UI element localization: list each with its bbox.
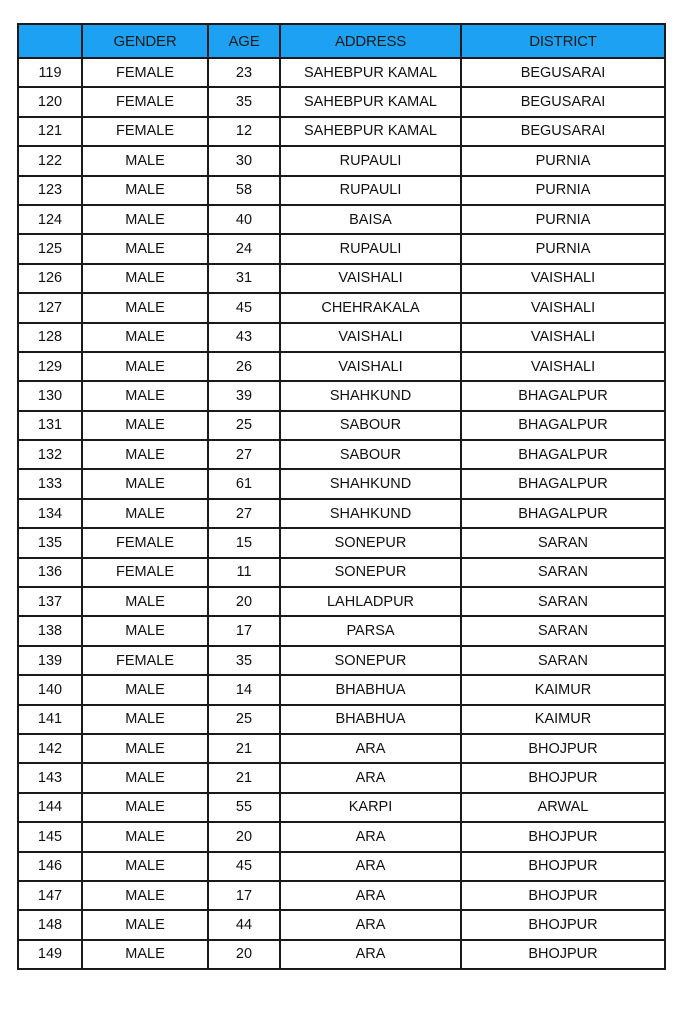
address-cell: ARA — [280, 734, 461, 763]
table-row — [18, 146, 665, 175]
age-cell: 15 — [208, 528, 280, 557]
age-cell: 23 — [208, 58, 280, 87]
gender-cell: MALE — [82, 411, 208, 440]
address-cell: SAHEBPUR KAMAL — [280, 117, 461, 146]
district-cell: PURNIA — [461, 146, 665, 175]
age-cell: 11 — [208, 558, 280, 587]
gender-cell: FEMALE — [82, 117, 208, 146]
table-row — [18, 117, 665, 146]
table-row — [18, 763, 665, 792]
gender-cell: MALE — [82, 852, 208, 881]
table-row — [18, 469, 665, 498]
address-cell: VAISHALI — [280, 352, 461, 381]
address-cell: SABOUR — [280, 411, 461, 440]
gender-cell: MALE — [82, 910, 208, 939]
table-row — [18, 205, 665, 234]
age-cell: 30 — [208, 146, 280, 175]
address-cell: SONEPUR — [280, 558, 461, 587]
gender-cell: FEMALE — [82, 528, 208, 557]
header-district: DISTRICT — [461, 24, 665, 58]
address-cell: LAHLADPUR — [280, 587, 461, 616]
table-body — [18, 58, 665, 969]
header-row — [18, 24, 665, 58]
table-row — [18, 87, 665, 116]
table-row — [18, 323, 665, 352]
table-row — [18, 264, 665, 293]
age-cell: 17 — [208, 881, 280, 910]
district-cell: BEGUSARAI — [461, 58, 665, 87]
age-cell: 25 — [208, 705, 280, 734]
age-cell: 17 — [208, 616, 280, 645]
gender-cell: MALE — [82, 176, 208, 205]
serial-number-cell: 128 — [18, 323, 82, 352]
age-cell: 43 — [208, 323, 280, 352]
gender-cell: MALE — [82, 293, 208, 322]
serial-number-cell: 138 — [18, 616, 82, 645]
gender-cell: MALE — [82, 499, 208, 528]
age-cell: 12 — [208, 117, 280, 146]
table-row — [18, 381, 665, 410]
serial-number-cell: 137 — [18, 587, 82, 616]
serial-number-cell: 122 — [18, 146, 82, 175]
gender-cell: MALE — [82, 146, 208, 175]
gender-cell: MALE — [82, 763, 208, 792]
address-cell: ARA — [280, 910, 461, 939]
table-row — [18, 352, 665, 381]
serial-number-cell: 121 — [18, 117, 82, 146]
district-cell: BHOJPUR — [461, 822, 665, 851]
gender-cell: MALE — [82, 323, 208, 352]
district-cell: PURNIA — [461, 205, 665, 234]
age-cell: 35 — [208, 87, 280, 116]
table-row — [18, 176, 665, 205]
gender-cell: MALE — [82, 440, 208, 469]
table-row — [18, 705, 665, 734]
district-cell: BHOJPUR — [461, 734, 665, 763]
district-cell: SARAN — [461, 587, 665, 616]
age-cell: 45 — [208, 852, 280, 881]
address-cell: BHABHUA — [280, 705, 461, 734]
table-row — [18, 499, 665, 528]
table-row — [18, 734, 665, 763]
gender-cell: MALE — [82, 352, 208, 381]
table-row — [18, 675, 665, 704]
district-cell: KAIMUR — [461, 675, 665, 704]
table-row — [18, 793, 665, 822]
address-cell: SONEPUR — [280, 528, 461, 557]
address-cell: SHAHKUND — [280, 469, 461, 498]
gender-cell: MALE — [82, 675, 208, 704]
district-cell: SARAN — [461, 646, 665, 675]
age-cell: 61 — [208, 469, 280, 498]
gender-cell: MALE — [82, 616, 208, 645]
age-cell: 45 — [208, 293, 280, 322]
age-cell: 39 — [208, 381, 280, 410]
district-cell: BEGUSARAI — [461, 87, 665, 116]
district-cell: BEGUSARAI — [461, 117, 665, 146]
district-cell: BHOJPUR — [461, 940, 665, 969]
serial-number-cell: 119 — [18, 58, 82, 87]
address-cell: ARA — [280, 822, 461, 851]
serial-number-cell: 148 — [18, 910, 82, 939]
address-cell: SAHEBPUR KAMAL — [280, 58, 461, 87]
serial-number-cell: 144 — [18, 793, 82, 822]
address-cell: BAISA — [280, 205, 461, 234]
address-cell: CHEHRAKALA — [280, 293, 461, 322]
district-cell: ARWAL — [461, 793, 665, 822]
district-cell: VAISHALI — [461, 264, 665, 293]
district-cell: BHAGALPUR — [461, 469, 665, 498]
address-cell: PARSA — [280, 616, 461, 645]
address-cell: SAHEBPUR KAMAL — [280, 87, 461, 116]
district-cell: PURNIA — [461, 176, 665, 205]
age-cell: 21 — [208, 734, 280, 763]
gender-cell: FEMALE — [82, 58, 208, 87]
address-cell: SHAHKUND — [280, 381, 461, 410]
address-cell: ARA — [280, 763, 461, 792]
address-cell: ARA — [280, 881, 461, 910]
address-cell: SONEPUR — [280, 646, 461, 675]
gender-cell: MALE — [82, 705, 208, 734]
district-cell: BHAGALPUR — [461, 440, 665, 469]
serial-number-cell: 141 — [18, 705, 82, 734]
gender-cell: MALE — [82, 381, 208, 410]
patient-table — [17, 23, 666, 970]
header-address: ADDRESS — [280, 24, 461, 58]
district-cell: VAISHALI — [461, 323, 665, 352]
age-cell: 40 — [208, 205, 280, 234]
gender-cell: MALE — [82, 587, 208, 616]
age-cell: 20 — [208, 940, 280, 969]
gender-cell: MALE — [82, 234, 208, 263]
table-row — [18, 881, 665, 910]
district-cell: VAISHALI — [461, 352, 665, 381]
district-cell: KAIMUR — [461, 705, 665, 734]
age-cell: 27 — [208, 499, 280, 528]
gender-cell: MALE — [82, 940, 208, 969]
table-row — [18, 234, 665, 263]
age-cell: 24 — [208, 234, 280, 263]
district-cell: BHOJPUR — [461, 910, 665, 939]
district-cell: SARAN — [461, 616, 665, 645]
serial-number-cell: 124 — [18, 205, 82, 234]
gender-cell: MALE — [82, 734, 208, 763]
address-cell: ARA — [280, 940, 461, 969]
age-cell: 25 — [208, 411, 280, 440]
header-serial-number — [18, 24, 82, 58]
serial-number-cell: 136 — [18, 558, 82, 587]
table-row — [18, 293, 665, 322]
serial-number-cell: 142 — [18, 734, 82, 763]
serial-number-cell: 140 — [18, 675, 82, 704]
district-cell: BHOJPUR — [461, 852, 665, 881]
age-cell: 26 — [208, 352, 280, 381]
table-row — [18, 852, 665, 881]
serial-number-cell: 146 — [18, 852, 82, 881]
serial-number-cell: 125 — [18, 234, 82, 263]
serial-number-cell: 120 — [18, 87, 82, 116]
gender-cell: MALE — [82, 264, 208, 293]
address-cell: SABOUR — [280, 440, 461, 469]
table-row — [18, 940, 665, 969]
gender-cell: MALE — [82, 881, 208, 910]
serial-number-cell: 149 — [18, 940, 82, 969]
age-cell: 55 — [208, 793, 280, 822]
table-row — [18, 440, 665, 469]
table-row — [18, 646, 665, 675]
gender-cell: FEMALE — [82, 558, 208, 587]
age-cell: 14 — [208, 675, 280, 704]
serial-number-cell: 130 — [18, 381, 82, 410]
serial-number-cell: 129 — [18, 352, 82, 381]
table-row — [18, 411, 665, 440]
district-cell: PURNIA — [461, 234, 665, 263]
gender-cell: MALE — [82, 205, 208, 234]
header-age: AGE — [208, 24, 280, 58]
district-cell: BHAGALPUR — [461, 411, 665, 440]
address-cell: ARA — [280, 852, 461, 881]
address-cell: VAISHALI — [280, 264, 461, 293]
table-row — [18, 528, 665, 557]
serial-number-cell: 132 — [18, 440, 82, 469]
serial-number-cell: 145 — [18, 822, 82, 851]
age-cell: 31 — [208, 264, 280, 293]
address-cell: RUPAULI — [280, 176, 461, 205]
gender-cell: FEMALE — [82, 646, 208, 675]
address-cell: VAISHALI — [280, 323, 461, 352]
serial-number-cell: 135 — [18, 528, 82, 557]
header-gender: GENDER — [82, 24, 208, 58]
table-header — [18, 24, 665, 58]
gender-cell: MALE — [82, 469, 208, 498]
serial-number-cell: 133 — [18, 469, 82, 498]
age-cell: 21 — [208, 763, 280, 792]
table-row — [18, 587, 665, 616]
address-cell: SHAHKUND — [280, 499, 461, 528]
age-cell: 44 — [208, 910, 280, 939]
age-cell: 20 — [208, 822, 280, 851]
gender-cell: MALE — [82, 793, 208, 822]
address-cell: RUPAULI — [280, 234, 461, 263]
serial-number-cell: 147 — [18, 881, 82, 910]
district-cell: BHOJPUR — [461, 763, 665, 792]
address-cell: RUPAULI — [280, 146, 461, 175]
serial-number-cell: 134 — [18, 499, 82, 528]
age-cell: 35 — [208, 646, 280, 675]
serial-number-cell: 143 — [18, 763, 82, 792]
district-cell: BHAGALPUR — [461, 499, 665, 528]
table-row — [18, 910, 665, 939]
age-cell: 27 — [208, 440, 280, 469]
serial-number-cell: 139 — [18, 646, 82, 675]
serial-number-cell: 123 — [18, 176, 82, 205]
address-cell: BHABHUA — [280, 675, 461, 704]
age-cell: 58 — [208, 176, 280, 205]
gender-cell: MALE — [82, 822, 208, 851]
district-cell: BHOJPUR — [461, 881, 665, 910]
district-cell: SARAN — [461, 558, 665, 587]
district-cell: BHAGALPUR — [461, 381, 665, 410]
district-cell: SARAN — [461, 528, 665, 557]
table-row — [18, 616, 665, 645]
serial-number-cell: 131 — [18, 411, 82, 440]
table-row — [18, 58, 665, 87]
age-cell: 20 — [208, 587, 280, 616]
district-cell: VAISHALI — [461, 293, 665, 322]
serial-number-cell: 127 — [18, 293, 82, 322]
gender-cell: FEMALE — [82, 87, 208, 116]
serial-number-cell: 126 — [18, 264, 82, 293]
table-row — [18, 822, 665, 851]
table-row — [18, 558, 665, 587]
address-cell: KARPI — [280, 793, 461, 822]
